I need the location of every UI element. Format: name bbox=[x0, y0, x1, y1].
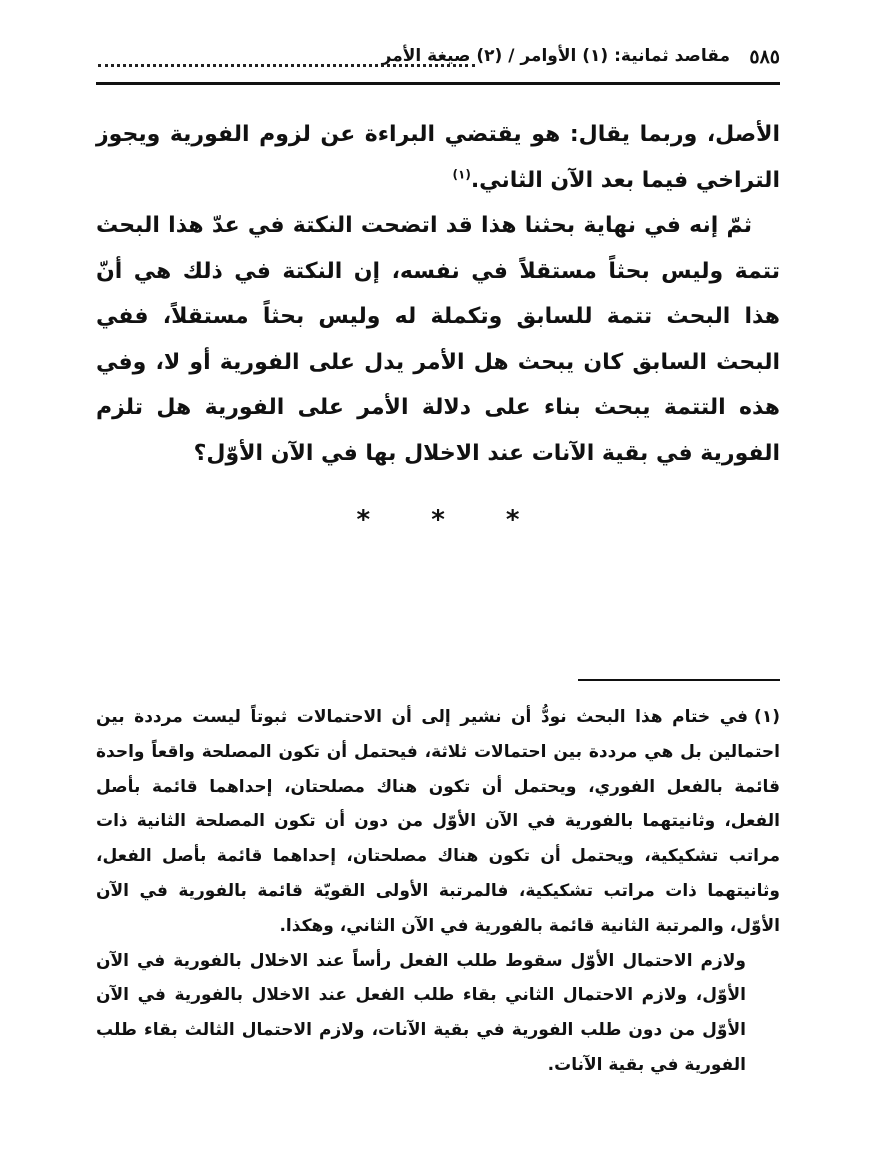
section-separator: * * * bbox=[356, 505, 546, 535]
footnote-marker: (١) bbox=[754, 707, 780, 727]
footnote-paragraph-2: ولازم الاحتمال الأوّل سقوط طلب الفعل رأساً عند الاخلال بالفورية في الآن الأوّل، ولازم الاحتمال الثاني بقاء طلب الفعل عند الاخلال بالفورية في الآن الأوّل من دون طلب الفورية في بقية الآنات، ولازم الاحتمال الثالث بقاء طلب الفورية في بقية الآنات. bbox=[96, 950, 746, 1075]
footnote-rule bbox=[578, 679, 780, 681]
header-dotted-leader bbox=[98, 64, 475, 67]
body-paragraph-1-text: الأصل، وربما يقال: هو يقتضي البراءة عن لزوم الفورية ويجوز التراخي فيما بعد الآن الثاني. bbox=[96, 122, 780, 193]
page-header bbox=[96, 42, 780, 76]
header-rule bbox=[96, 82, 780, 85]
footnote-paragraph-1-text: في ختام هذا البحث نودُّ أن نشير إلى أن الاحتمالات ثبوتاً ليست مرددة بين احتمالين بل هي مرددة بين احتمالات ثلاثة، فيحتمل أن تكون المصلحة واقعاً واحدة قائمة بالفعل الفوري، ويحتمل أن تكون هناك مصلحتان، إحداهما قائمة بأصل الفعل، وثانيتهما بالفورية في الآن الأوّل من دون أن تكون المصلحة الثانية ذات مراتب تشكيكية، ويحتمل أن تكون هناك مصلحتان، إحداهما قائمة بأصل الفعل، وثانيتهما ذات مراتب تشكيكية، فالمرتبة الأولى القويّة قائمة بالفورية في الآن الأوّل، والمرتبة الثانية قائمة بالفورية في الآن الثاني، وهكذا. bbox=[96, 707, 780, 936]
page-number: ٥٨٥ bbox=[749, 46, 780, 68]
running-title: مقاصد ثمانية: (١) الأوامر / (٢) صيغة الأمر bbox=[381, 46, 730, 66]
footnote-paragraph-1 bbox=[96, 700, 780, 944]
body-paragraph-1 bbox=[96, 112, 780, 203]
body-paragraph-2: ثمّ إنه في نهاية بحثنا هذا قد اتضحت النكتة في عدّ هذا البحث تتمة وليس بحثاً مستقلاً في نفسه، إن النكتة في ذلك هي أنّ هذا البحث تتمة للسابق وتكملة له وليس بحثاً مستقلاً، ففي البحث السابق كان يبحث هل الأمر يدل على الفورية أو لا، وفي هذه التتمة يبحث بناء على دلالة الأمر على الفورية هل تلزم الفورية في بقية الآنات عند الاخلال بها في الآن الأوّل؟ bbox=[96, 213, 780, 466]
footnote bbox=[96, 700, 780, 1083]
main-text bbox=[96, 112, 780, 476]
footnote-reference[interactable]: (١) bbox=[452, 167, 471, 182]
